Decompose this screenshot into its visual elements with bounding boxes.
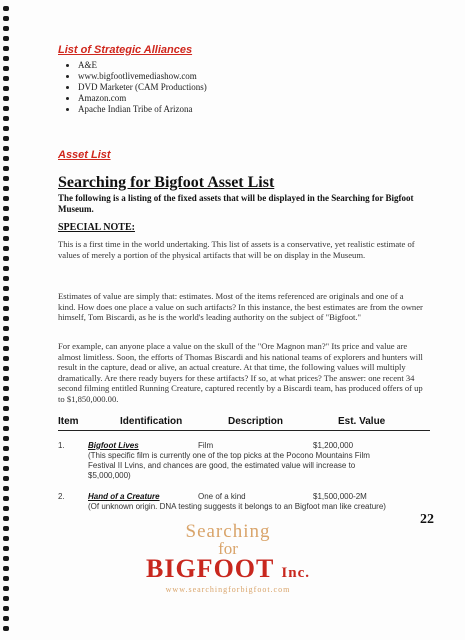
- binding-hole: [3, 316, 9, 321]
- column-header: Description: [228, 416, 284, 427]
- binding-hole: [3, 176, 9, 181]
- column-header: Identification: [120, 416, 183, 427]
- paragraph: For example, can anyone place a value on the skull of the "Ore Magnon man?" Its price and value are almost limitless. Soon, the efforts of Thomas Biscardi and his national teams of explorers and hunters will result in the capture, dead or alive, an actual creature. At that time, the following values will multiply dramatically. Are there ready buyers for these artifacts? If so, at what prices? The answer: one recent 34 second filming entitled Running Creature, captured recently by a Biscardi team, has produced offers of up to $1,850,000.00.: [58, 341, 423, 404]
- binding-hole: [3, 556, 9, 561]
- binding-hole: [3, 166, 9, 171]
- logo-text: Searching: [185, 521, 271, 542]
- paragraph: Estimates of value are simply that: estimates. Most of the items referenced are originals and one of a kind. How does one place a value on such artifacts? In this instance, the best estimates are from the owner himself, Tom Biscardi, as he is the world's leading authority on the subject of "Bigfoot.": [58, 291, 423, 322]
- binding-hole: [3, 426, 9, 431]
- special-note-label: SPECIAL NOTE:: [58, 222, 135, 233]
- binding-hole: [3, 196, 9, 201]
- item-name: Bigfoot Lives: [88, 441, 139, 450]
- logo-text: Inc.: [281, 565, 310, 581]
- binding-hole: [3, 496, 9, 501]
- binding-hole: [3, 216, 9, 221]
- binding-hole: [3, 266, 9, 271]
- binding-hole: [3, 256, 9, 261]
- page-number: 22: [420, 512, 434, 527]
- binding-hole: [3, 436, 9, 441]
- binding-hole: [3, 366, 9, 371]
- binding-hole: [3, 546, 9, 551]
- paragraph: This is a first time in the world undertaking. This list of assets is a conservative, yet realistic estimate of values of merely a portion of the physical artifacts that will be on display in the Museum.: [58, 239, 415, 260]
- binding-hole: [3, 296, 9, 301]
- company-logo: [108, 523, 348, 594]
- binding-hole: [3, 326, 9, 331]
- logo-wordmark: [108, 554, 348, 585]
- binding-hole: [3, 236, 9, 241]
- binding-hole: [3, 86, 9, 91]
- binding-hole: [3, 626, 9, 631]
- item-name: Hand of a Creature: [88, 492, 160, 501]
- binding-hole: [3, 406, 9, 411]
- document-page: [58, 44, 430, 511]
- binding-hole: [3, 36, 9, 41]
- binding-hole: [3, 566, 9, 571]
- binding-hole: [3, 586, 9, 591]
- item-identification: Film: [198, 441, 214, 450]
- alliances-heading: List of Strategic Alliances: [58, 44, 193, 56]
- item-value: $1,500,000-2M: [313, 492, 367, 501]
- binding-hole: [3, 456, 9, 461]
- alliances-list: [58, 60, 430, 115]
- binding-hole: [3, 246, 9, 251]
- binding-hole: [3, 576, 9, 581]
- binding-hole: [3, 486, 9, 491]
- binding-hole: [3, 6, 9, 11]
- binding-hole: [3, 386, 9, 391]
- binding-hole: [3, 336, 9, 341]
- item-value: $1,200,000: [313, 441, 354, 450]
- binding-hole: [3, 286, 9, 291]
- item-description: (This specific film is currently one of the top picks at the Pocono Mountains Film Festival II Lvins, and chances are good, the estimated value will increase to $5,000,000): [88, 451, 370, 480]
- binding-hole: [3, 26, 9, 31]
- binding-hole: [3, 76, 9, 81]
- binding-hole: [3, 526, 9, 531]
- logo-text: for: [218, 539, 238, 558]
- binding-hole: [3, 306, 9, 311]
- intro-text: The following is a listing of the fixed assets that will be displayed in the Searching for Bigfoot Museum.: [58, 193, 414, 214]
- binding-hole: [3, 156, 9, 161]
- binding-hole: [3, 16, 9, 21]
- binding-hole: [3, 126, 9, 131]
- list-item: • A&E: [78, 60, 430, 71]
- binding-hole: [3, 226, 9, 231]
- binding-hole: [3, 346, 9, 351]
- column-header: Item: [58, 416, 79, 427]
- binding-hole: [3, 66, 9, 71]
- row-number: 1.: [58, 441, 65, 450]
- binding-hole: [3, 506, 9, 511]
- list-item: • Apache Indian Tribe of Arizona: [78, 104, 430, 115]
- binding-hole: [3, 476, 9, 481]
- asset-list-heading: Asset List: [58, 149, 111, 161]
- binding-hole: [3, 416, 9, 421]
- binding-hole: [3, 466, 9, 471]
- binding-hole: [3, 46, 9, 51]
- binding-hole: [3, 446, 9, 451]
- list-item: • Amazon.com: [78, 93, 430, 104]
- item-description: (Of unknown origin. DNA testing suggests it belongs to an Bigfoot man like creature): [88, 502, 386, 511]
- logo-text: BIGFOOT: [146, 554, 274, 583]
- page-title: Searching for Bigfoot Asset List: [58, 174, 275, 191]
- binding-hole: [3, 56, 9, 61]
- binding-hole: [3, 536, 9, 541]
- binding-hole: [3, 276, 9, 281]
- spiral-binding: [0, 0, 14, 640]
- table-header: [58, 416, 430, 431]
- binding-hole: [3, 356, 9, 361]
- binding-hole: [3, 596, 9, 601]
- column-header: Est. Value: [338, 416, 386, 427]
- binding-hole: [3, 396, 9, 401]
- item-identification: One of a kind: [198, 492, 246, 501]
- binding-hole: [3, 516, 9, 521]
- logo-url: www.searchingforbigfoot.com: [165, 585, 291, 594]
- binding-hole: [3, 606, 9, 611]
- binding-hole: [3, 146, 9, 151]
- list-item: • www.bigfootlivemediashow.com: [78, 71, 430, 82]
- binding-hole: [3, 616, 9, 621]
- binding-hole: [3, 186, 9, 191]
- binding-hole: [3, 206, 9, 211]
- binding-hole: [3, 116, 9, 121]
- binding-hole: [3, 136, 9, 141]
- list-item: • DVD Marketer (CAM Productions): [78, 82, 430, 93]
- binding-hole: [3, 376, 9, 381]
- binding-hole: [3, 96, 9, 101]
- binding-hole: [3, 106, 9, 111]
- row-number: 2.: [58, 492, 65, 501]
